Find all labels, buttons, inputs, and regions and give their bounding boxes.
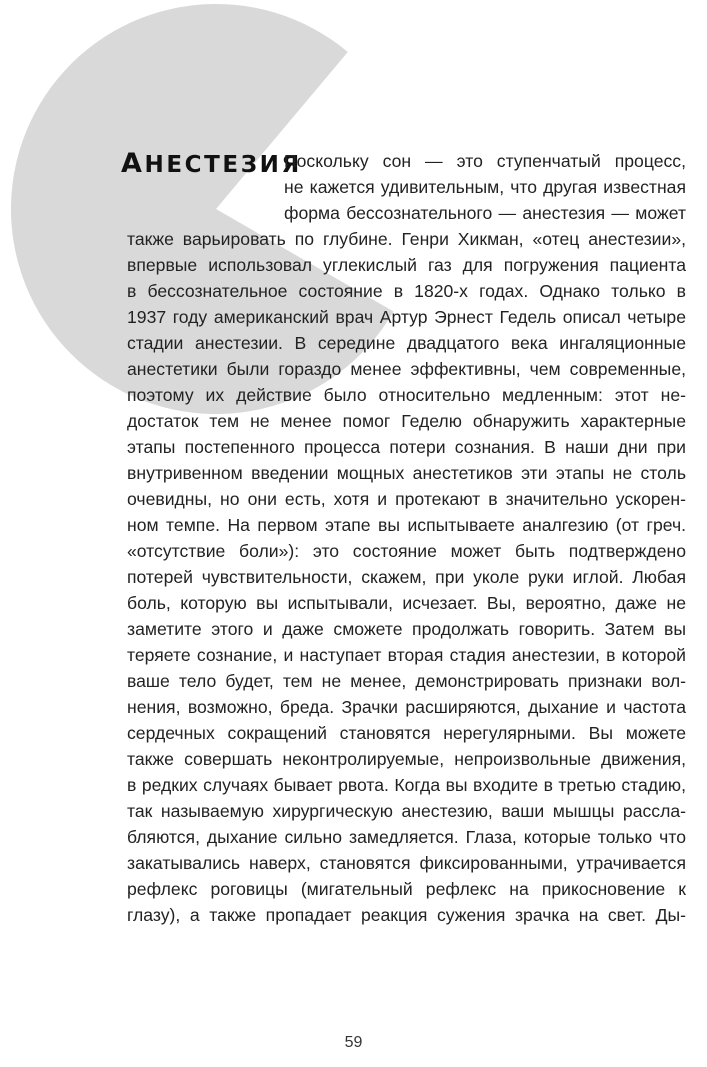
text-line: рефлекс роговицы (мигательный рефлекс на прикосновение к xyxy=(127,879,686,899)
text-line: стадии анестезии. В середине двадцатого века ингаляционные xyxy=(127,333,686,353)
text-line: достаток тем не менее помог Геделю обнаружить характерные xyxy=(127,411,686,431)
text-line: ваше тело будет, тем не менее, демонстрировать признаки вол- xyxy=(127,671,686,691)
text-line: боль, которую вы испытывали, исчезает. Вы, вероятно, даже не xyxy=(127,593,686,613)
text-line: 1937 году американский врач Артур Эрнест Гедель описал четыре xyxy=(127,307,686,327)
text-line: бляются, дыхание сильно замедляется. Глаза, которые только что xyxy=(127,827,686,847)
text-line: ном темпе. На первом этапе вы испытываете аналгезию (от греч. xyxy=(127,515,686,535)
text-line: этапы постепенного процесса потери сознания. В наши дни при xyxy=(127,437,686,457)
heading-rest: НЕСТЕЗИЯ xyxy=(144,152,302,178)
text-line: теряете сознание, и наступает вторая стадия анестезии, в которой xyxy=(127,645,686,665)
text-line: потерей чувствительности, скажем, при уколе руки иглой. Любая xyxy=(127,567,686,587)
text-line: также варьировать по глубине. Генри Хикман, «отец анестезии», xyxy=(127,229,686,249)
text-line: форма бессознательного — анестезия — может xyxy=(284,203,686,223)
page-number: 59 xyxy=(344,1034,363,1051)
text-line: заметите этого и даже сможете продолжать говорить. Затем вы xyxy=(127,619,686,639)
text-line: очевидны, но они есть, хотя и протекают в значительно ускорен- xyxy=(127,489,686,509)
text-line: также совершать неконтролируемые, непроизвольные движения, xyxy=(127,749,686,769)
text-line: «отсутствие боли»): это состояние может быть подтверждено xyxy=(127,541,686,561)
text-line: внутривенном введении мощных анестетиков эти этапы не столь xyxy=(127,463,686,483)
text-line: в бессознательное состояние в 1820-х годах. Однако только в xyxy=(127,281,686,301)
text-line: в редких случаях бывает рвота. Когда вы входите в третью стадию, xyxy=(127,775,686,795)
text-line: нения, возможно, бреда. Зрачки расширяются, дыхание и частота xyxy=(127,697,686,717)
heading-first-letter: А xyxy=(121,148,145,179)
text-line: анестетики были гораздо менее эффективны, чем современные, xyxy=(127,359,686,379)
text-line: не кажется удивительным, что другая известная xyxy=(284,177,686,197)
text-line: сердечных сокращений становятся нерегулярными. Вы можете xyxy=(127,723,686,743)
text-line: поэтому их действие было относительно медленным: этот не- xyxy=(127,385,686,405)
text-line: Поскольку сон — это ступенчатый процесс, xyxy=(284,151,686,171)
text-line: так называемую хирургическую анестезию, ваши мышцы рассла- xyxy=(127,801,686,821)
text-line: впервые использовал углекислый газ для погружения пациента xyxy=(127,255,686,275)
text-line: закатывались наверх, становятся фиксированными, утрачивается xyxy=(127,853,686,873)
text-line: глазу), а также пропадает реакция сужения зрачка на свет. Ды- xyxy=(127,905,686,925)
